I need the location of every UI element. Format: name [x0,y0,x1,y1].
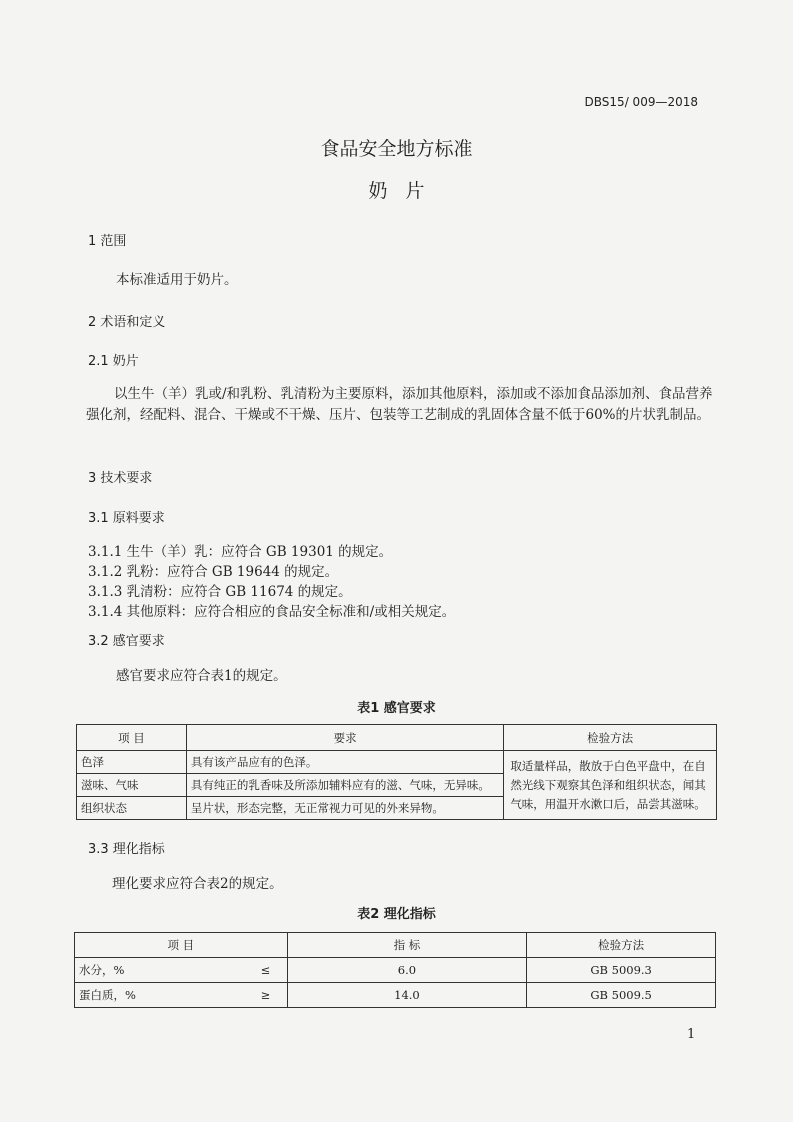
table-row [77,751,717,774]
section-3-3-heading: 3.3 理化指标 [88,842,165,857]
section-3-1-heading: 3.1 原料要求 [88,511,165,526]
table-header-row [77,725,717,751]
section-3-2-heading: 3.2 感官要求 [88,634,165,649]
table-row [75,983,716,1008]
table-2-caption: 表2 理化指标 [357,907,436,922]
item-cell: 滋味、气味 [77,774,187,797]
method-cell: GB 5009.5 [527,983,716,1008]
section-2-heading: 2 术语和定义 [88,315,166,330]
section-1-heading: 1 范围 [88,234,127,249]
sensory-table [76,724,717,820]
operator-cell: ≤ [244,958,287,983]
column-header: 检验方法 [527,933,716,958]
table-1-caption: 表1 感官要求 [357,701,436,716]
column-header: 项 目 [77,725,187,751]
requirement-cell: 具有该产品应有的色泽。 [186,751,503,774]
clause-3-1-1: 3.1.1 生牛（羊）乳：应符合 GB 19301 的规定。 [88,544,393,560]
item-cell: 组织状态 [77,797,187,820]
document-code: DBS15/ 009—2018 [584,95,698,109]
section-3-heading: 3 技术要求 [88,471,153,486]
section-3-2-text: 感官要求应符合表1的规定。 [116,668,287,684]
clause-3-1-3: 3.1.3 乳清粉：应符合 GB 11674 的规定。 [88,584,352,600]
item-cell: 蛋白质，% [75,983,245,1008]
section-3-3-text: 理化要求应符合表2的规定。 [112,876,283,892]
value-cell: 6.0 [287,958,527,983]
document-subtitle: 奶片 [368,180,443,202]
column-header: 要求 [186,725,503,751]
method-cell: 取适量样品，散放于白色平盘中，在自然光线下观察其色泽和组织状态，闻其气味，用温开水漱口后，品尝其滋味。 [504,751,717,820]
document-title: 食品安全地方标准 [320,138,473,160]
column-header: 指 标 [287,933,527,958]
table-row [75,958,716,983]
physicochemical-table [74,932,716,1008]
clause-3-1-4: 3.1.4 其他原料：应符合相应的食品安全标准和/或相关规定。 [88,604,456,620]
section-1-text: 本标准适用于奶片。 [116,272,238,288]
column-header: 项 目 [75,933,288,958]
item-cell: 色泽 [77,751,187,774]
requirement-cell: 呈片状，形态完整，无正常视力可见的外来异物。 [186,797,503,820]
method-cell: GB 5009.3 [527,958,716,983]
clause-3-1-2: 3.1.2 乳粉：应符合 GB 19644 的规定。 [88,564,339,580]
section-2-1-heading: 2.1 奶片 [88,354,139,369]
operator-cell: ≥ [244,983,287,1008]
value-cell: 14.0 [287,983,527,1008]
item-cell: 水分，% [75,958,245,983]
table-header-row [75,933,716,958]
section-2-1-text: 以生牛（羊）乳或/和乳粉、乳清粉为主要原料，添加其他原料，添加或不添加食品添加剂、食品营养强化剂，经配料、混合、干燥或不干燥、压片、包装等工艺制成的乳固体含量不低于60%的片状乳制品。 [86,386,713,423]
page-number: 1 [687,1027,696,1042]
column-header: 检验方法 [504,725,717,751]
requirement-cell: 具有纯正的乳香味及所添加辅料应有的滋、气味，无异味。 [186,774,503,797]
